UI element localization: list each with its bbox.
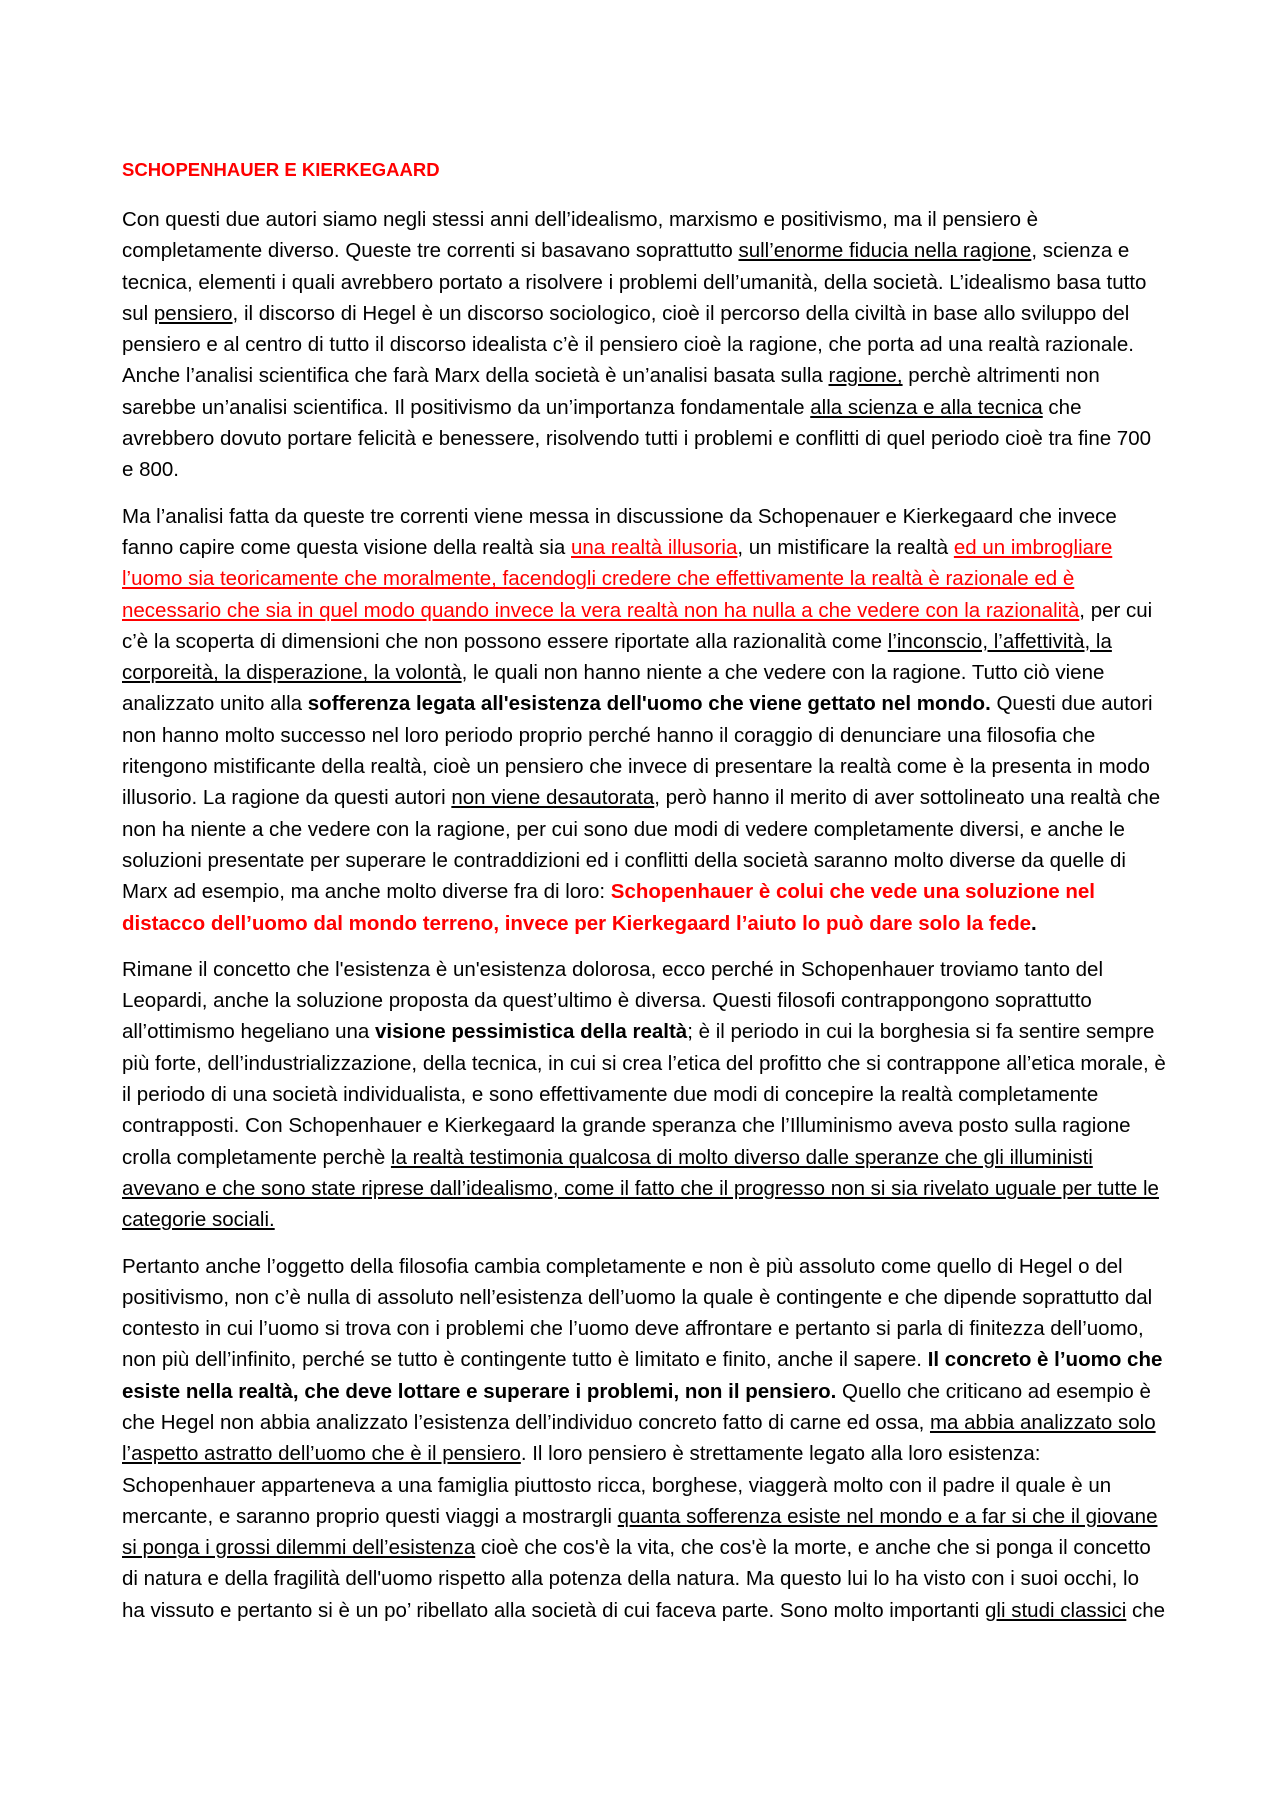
text-run: sofferenza legata all'esistenza dell'uomo che viene gettato nel mondo. — [307, 692, 991, 716]
text-run: , un mistificare la realtà — [737, 535, 954, 559]
text-run: gli studi classici — [985, 1598, 1127, 1622]
text-run: . — [1031, 911, 1037, 935]
paragraph-3 — [122, 954, 1167, 1236]
text-run: , però hanno il merito di aver sottolineato una realtà che non ha niente a che vedere con la ragione, per cui sono due modi di vedere completamente diversi, e anche le soluzioni presentate per superare le contraddizioni ed i conflitti della società saranno molto diverse da quelle di Marx ad esempio, ma anche molto diverse fra di loro: — [122, 786, 1161, 904]
text-run: Pertanto anche l’oggetto della filosofia cambia completamente e non è più assoluto come quello di Hegel o del positivismo, non c’è nulla di assoluto nell’esistenza dell’uomo la quale è contingente e che dipende soprattutto dal contesto in cui l’uomo si trova con i problemi che l’uomo deve affrontare e pertanto si parla di finitezza dell’uomo, non più dell’infinito, perché se tutto è contingente tutto è limitato e finito, anche il sapere. — [122, 1254, 1153, 1372]
text-run: quanta sofferenza esiste nel mondo e a far si che il giovane si ponga i grossi dilemmi dell’esistenza — [122, 1504, 1158, 1560]
text-run: , scienza e tecnica, elementi i quali avrebbero portato a risolvere i problemi dell’umanità, della società. L’idealismo basa tutto sul — [122, 239, 1147, 325]
text-run: ed un imbrogliare l’uomo sia teoricamente che moralmente, facendogli credere che effettivamente la realtà è razionale ed è necessario che sia in quel modo quando invece la vera realtà non ha nulla a che vedere con la razionalità — [122, 535, 1113, 622]
text-run: sull’enorme fiducia nella ragione — [738, 239, 1032, 263]
text-run: Quello che criticano ad esempio è che Hegel non abbia analizzato l’esistenza dell’individuo concreto fatto di carne ed ossa, — [122, 1379, 1151, 1434]
paragraph-4 — [122, 1251, 1167, 1627]
text-run: che avrebbero dovuto portare felicità e benessere, risolvendo tutti i problemi e conflitti di quel periodo cioè tra fine 700 e 800. — [122, 395, 1152, 482]
paragraph-2 — [122, 501, 1167, 939]
text-run: , per cui c’è la scoperta di dimensioni che non possono essere riportate alla razionalità come — [122, 598, 1153, 653]
document-page — [122, 158, 1167, 1641]
text-run: , le quali non hanno niente a che vedere con la ragione. Tutto ciò viene analizzato unito alla — [122, 661, 1105, 716]
text-run: una realtà illusoria — [571, 535, 738, 559]
text-run: la realtà testimonia qualcosa di molto diverso dalle speranze che gli illuministi avevano e che sono state riprese dall’idealismo, come il fatto che il progresso non si sia rivelato uguale per tutte le categorie sociali. — [122, 1145, 1159, 1232]
text-run: . Il loro pensiero è strettamente legato alla loro esistenza: Schopenhauer apparteneva a una famiglia piuttosto ricca, borghese, viaggerà molto con il padre il quale è un mercante, e saranno proprio questi viaggi a mostrargli — [122, 1442, 1112, 1528]
text-run: Questi due autori non hanno molto successo nel loro periodo proprio perché hanno il coraggio di denunciare una filosofia che ritengono mistificante della realtà, cioè un pensiero che invece di presentare la realtà come è la presenta in modo illusorio. La ragione da questi autori — [122, 692, 1153, 810]
text-run: che — [1126, 1598, 1166, 1622]
text-run: cioè che cos'è la vita, che cos'è la morte, e anche che si ponga il concetto di natura e della fragilità dell'uomo rispetto alla potenza della natura. Ma questo lui lo ha visto con i suoi occhi, lo ha vissuto e pertanto si è un po’ ribellato alla società di cui faceva parte. Sono molto importanti — [122, 1536, 1151, 1622]
text-run: alla scienza e alla tecnica — [810, 395, 1043, 419]
text-run: ragione, — [828, 364, 903, 388]
text-run: Il concreto è l’uomo che esiste nella realtà, che deve lottare e superare i problemi, non il pensiero. — [122, 1348, 1163, 1403]
text-run: l’inconscio, l’affettività, la corporeità, la disperazione, la volontà — [122, 629, 1112, 685]
paragraph-1 — [122, 204, 1167, 486]
text-run: , il discorso di Hegel è un discorso sociologico, cioè il percorso della civiltà in base allo sviluppo del pensiero e al centro di tutto il discorso idealista c’è il pensiero cioè la ragione, che porta ad una realtà razionale. Anche l’analisi scientifica che farà Marx della società è un’analisi basata sulla — [122, 301, 1134, 388]
text-run: pensiero — [153, 301, 233, 325]
text-run: non viene desautorata — [451, 786, 655, 810]
text-run: Rimane il concetto che l'esistenza è un'esistenza dolorosa, ecco perché in Schopenhauer troviamo tanto del Leopardi, anche la soluzione proposta da quest’ultimo è diversa. Questi filosofi contrappongono soprattutto all’ottimismo hegeliano una — [122, 957, 1104, 1044]
text-run: Schopenhauer è colui che vede una soluzione nel distacco dell’uomo dal mondo terreno, invece per Kierkegaard l’aiuto lo può dare solo la fede — [122, 880, 1095, 935]
text-run: Con questi due autori siamo negli stessi anni dell’idealismo, marxismo e positivismo, ma il pensiero è completamente diverso. Queste tre correnti si basavano soprattutto — [122, 208, 1039, 263]
text-run: ; è il periodo in cui la borghesia si fa sentire sempre più forte, dell’industrializzazione, della tecnica, in cui si crea l’etica del profitto che si contrappone all’etica morale, è il periodo di una società individualista, e sono effettivamente due modi di concepire la realtà completamente contrapposti. Con Schopenhauer e Kierkegaard la grande speranza che l’Illuminismo aveva posto sulla ragione crolla completamente perchè — [122, 1020, 1166, 1169]
text-run: ma abbia analizzato solo l’aspetto astratto dell’uomo che è il pensiero — [122, 1410, 1156, 1466]
text-run: Ma l’analisi fatta da queste tre correnti viene messa in discussione da Schopenauer e Kierkegaard che invece fanno capire come questa visione della realtà sia — [122, 504, 1117, 559]
text-run: visione pessimistica della realtà — [374, 1020, 688, 1044]
text-run: perchè altrimenti non sarebbe un’analisi scientifica. Il positivismo da un’importanza fondamentale — [122, 364, 1100, 419]
document-title: SCHOPENHAUER E KIERKEGAARD — [122, 159, 440, 180]
